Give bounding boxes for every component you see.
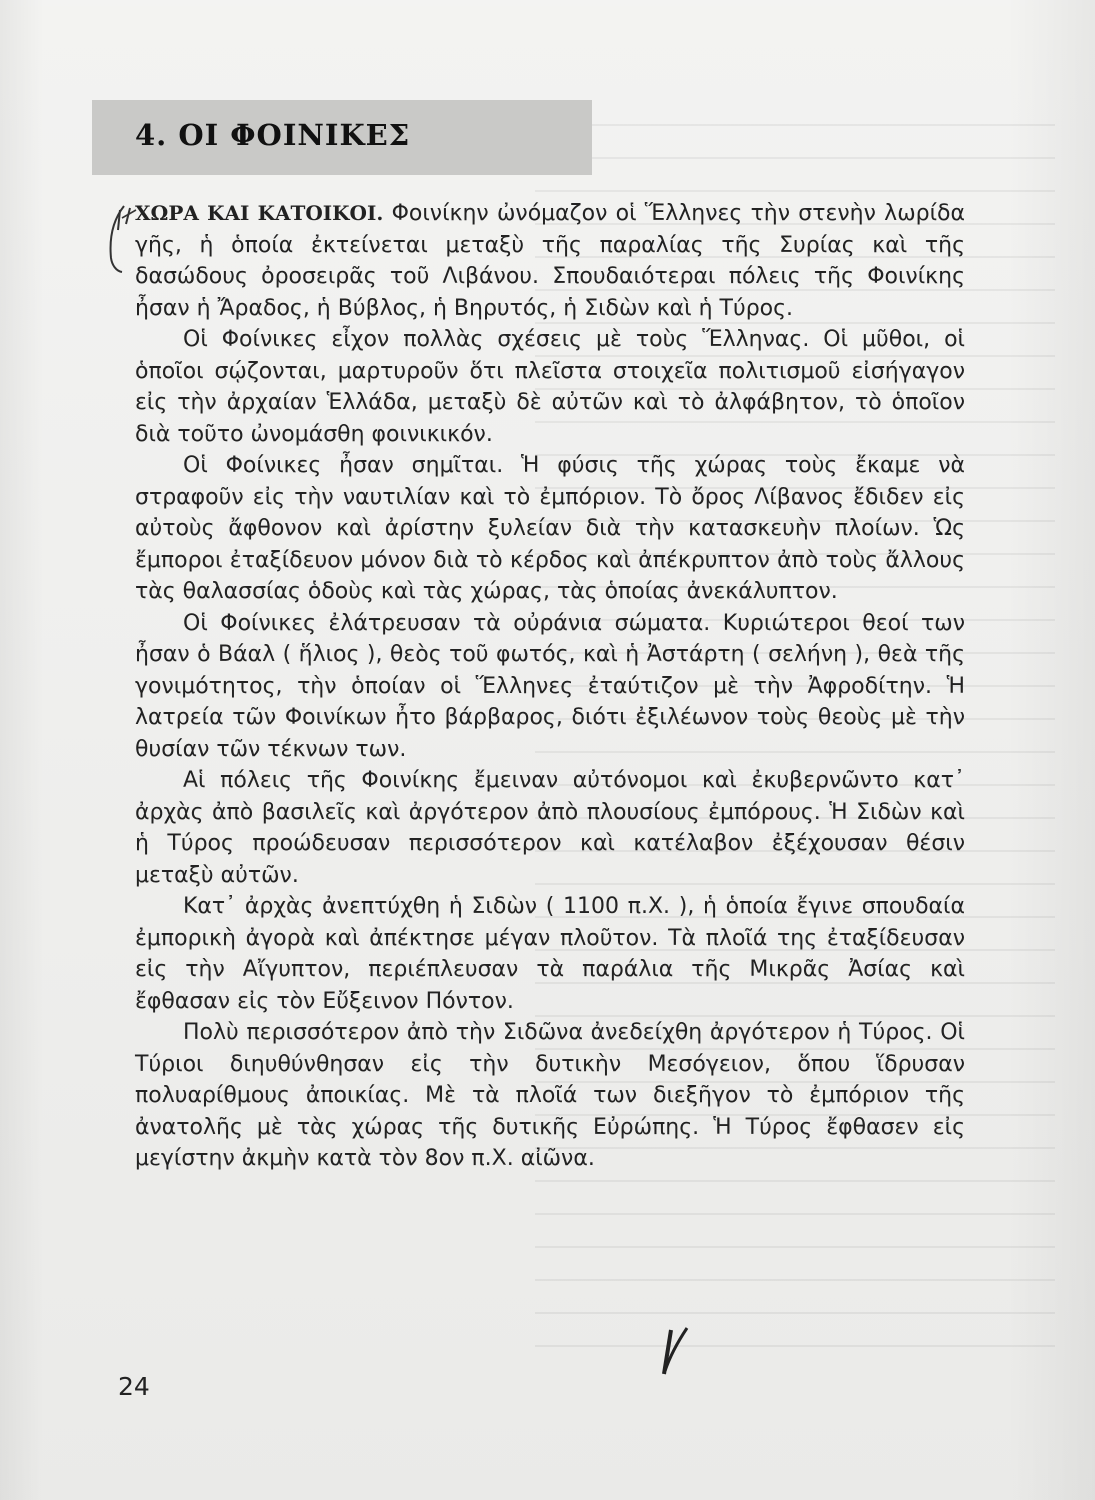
- paragraph-tyre: Πολὺ περισσότερον ἀπὸ τὴν Σιδῶνα ἀνεδείχθη ἀργότερον ἡ Τύρος. Οἱ Τύριοι διηυθύνθησαν εἰς τὴν δυτικὴν Μεσόγειον, ὅπου ἵδρυσαν πολυαρίθμους ἀποικίας. Μὲ τὰ πλοῖά των διεξῆγον τὸ ἐμπόριον τῆς ἀνατολῆς μὲ τὰς χώρας τῆς δυτικῆς Εὐρώπης. Ἡ Τύρος ἔφθασεν εἰς μεγίστην ἀκμὴν κατὰ τὸν 8ον π.Χ. αἰῶνα.: [135, 1020, 965, 1171]
- paragraph-relations-with-greeks: Οἱ Φοίνικες εἶχον πολλὰς σχέσεις μὲ τοὺς Ἕλληνας. Οἱ μῦθοι, οἱ ὁποῖοι σῴζονται, μαρτυροῦν ὅτι πλεῖστα στοιχεῖα πολιτισμοῦ εἰσήγαγον εἰς τὴν ἀρχαίαν Ἑλλάδα, μεταξὺ δὲ αὐτῶν καὶ τὸ ἀλφάβητον, τὸ ὁποῖον διὰ τοῦτο ὠνομάσθη φοινικικόν.: [135, 327, 965, 447]
- paragraph-semites-and-trade: Οἱ Φοίνικες ἦσαν σημῖται. Ἡ φύσις τῆς χώρας τοὺς ἔκαμε νὰ στραφοῦν εἰς τὴν ναυτιλίαν καὶ τὸ ἐμπόριον. Τὸ ὄρος Λίβανος ἔδιδεν εἰς αὐτοὺς ἄφθονον καὶ ἀρίστην ξυλείαν διὰ τὴν κατασκευὴν πλοίων. Ὡς ἔμποροι ἐταξίδευον μόνον διὰ τὸ κέρδος καὶ ἀπέκρυπτον ἀπὸ τοὺς ἄλλους τὰς θαλασσίας ὁδοὺς καὶ τὰς χώρας, τὰς ὁποίας ἀνεκάλυπτον.: [135, 453, 965, 604]
- article-text: [135, 198, 965, 1175]
- paragraph-cities-government: Αἱ πόλεις τῆς Φοινίκης ἔμειναν αὐτόνομοι καὶ ἐκυβερνῶντο κατ᾽ ἀρχὰς ἀπὸ βασιλεῖς καὶ ἀργότερον ἀπὸ πλουσίους ἐμπόρους. Ἡ Σιδὼν καὶ ἡ Τύρος προώδευσαν περισσότερον καὶ κατέλαβον ἐξέχουσαν θέσιν μεταξὺ αὐτῶν.: [135, 768, 965, 888]
- handwritten-check-icon: [657, 1320, 693, 1380]
- handwritten-bracket-icon: [102, 202, 138, 274]
- paragraph-country-and-inhabitants: [135, 198, 965, 324]
- paragraph-sidon: Κατ᾽ ἀρχὰς ἀνεπτύχθη ἡ Σιδὼν ( 1100 π.Χ. ), ἡ ὁποία ἔγινε σπουδαία ἐμπορικὴ ἀγορὰ καὶ ἀπέκτησε μέγαν πλοῦτον. Τὰ πλοῖά της ἐταξίδευσαν εἰς τὴν Αἴγυπτον, περιέπλευσαν τὰ παράλια τῆς Μικρᾶς Ἀσίας καὶ ἔφθασαν εἰς τὸν Εὔξεινον Πόντον.: [135, 894, 965, 1014]
- paragraph-religion: Οἱ Φοίνικες ἐλάτρευσαν τὰ οὐράνια σώματα. Κυριώτεροι θεοί των ἦσαν ὁ Βάαλ ( ἥλιος ), θεὸς τοῦ φωτός, καὶ ἡ Ἀστάρτη ( σελήνη ), θεὰ τῆς γονιμότητος, τὴν ὁποίαν οἱ Ἕλληνες ἐταύτιζον μὲ τὴν Ἀφροδίτην. Ἡ λατρεία τῶν Φοινίκων ἦτο βάρβαρος, διότι ἐξιλέωνον τοὺς θεοὺς μὲ τὴν θυσίαν τῶν τέκνων των.: [135, 610, 965, 762]
- section-lead: ΧΩΡΑ ΚΑΙ ΚΑΤΟΙΚΟΙ.: [135, 201, 384, 225]
- page-number: 24: [118, 1372, 150, 1401]
- paragraph-text-1: Φοινίκην ὠνόμαζον οἱ Ἕλληνες τὴν στενὴν λωρίδα γῆς, ἡ ὁποία ἐκτείνεται μεταξὺ τῆς παραλίας τῆς Συρίας καὶ τῆς δασώδους ὀροσειρᾶς τοῦ Λιβάνου. Σπουδαιότεραι πόλεις τῆς Φοινίκης ἦσαν ἡ Ἄραδος, ἡ Βύβλος, ἡ Βηρυτός, ἡ Σιδὼν καὶ ἡ Τύρος.: [135, 201, 965, 321]
- section-title: 4. ΟΙ ΦΟΙΝΙΚΕΣ: [135, 118, 411, 152]
